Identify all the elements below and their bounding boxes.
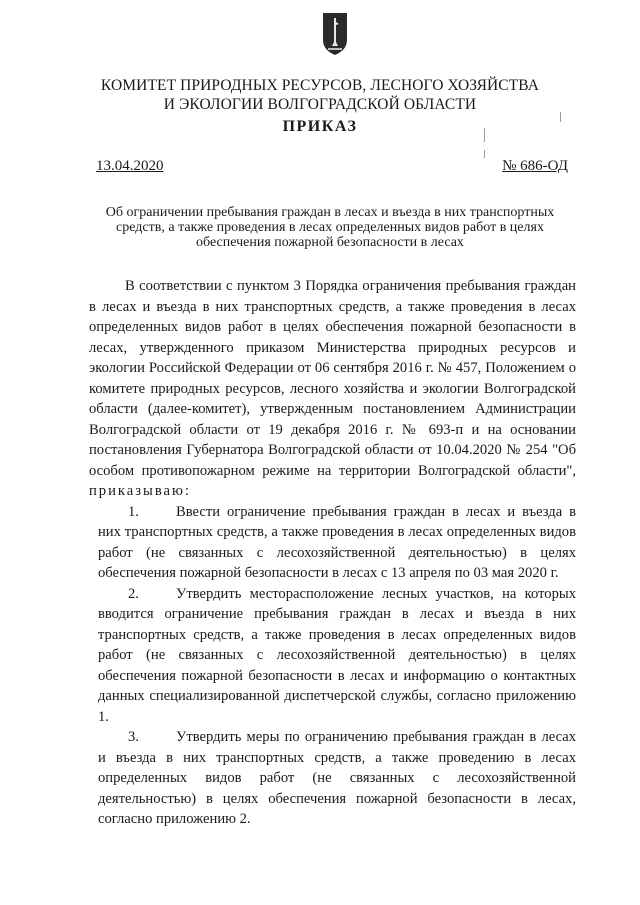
committee-name-line1: КОМИТЕТ ПРИРОДНЫХ РЕСУРСОВ, ЛЕСНОГО ХОЗЯЙСТВА [100, 77, 540, 94]
committee-name-line2: И ЭКОЛОГИИ ВОЛГОГРАДСКОЙ ОБЛАСТИ [163, 96, 477, 113]
document-number: № 686-ОД [502, 158, 568, 174]
order-word: приказываю: [89, 483, 191, 499]
item-number: 3. [128, 729, 139, 745]
preamble-paragraph [89, 276, 576, 502]
item-number: 2. [128, 585, 139, 602]
document-subject: Об ограничении пребывания граждан в лесах и въезда в них транспортных средств, а также проведения в лесах определенных видов работ в целях обеспечения пожарной безопасности в лесах [105, 205, 555, 250]
scan-speck [560, 112, 561, 122]
document-date: 13.04.2020 [96, 158, 164, 174]
list-item [89, 502, 576, 584]
item-text: Утвердить меры по ограничению пребывания граждан в лесах и въезда в них транспортных средств, а также проведению в лесах определенных видов работ (не связанных с лесохозяйственной деятельностью) в целях обеспечения пожарной безопасности в лесах, согласно приложению 2. [98, 729, 576, 827]
item-text: Ввести ограничение пребывания граждан в лесах и въезда в них транспортных средств, а также проведения в лесах определенных видов работ (не связанных с лесохозяйственной деятельностью) в целях обеспечения пожарной безопасности в лесах с 13 апреля по 03 мая 2020 г. [98, 503, 576, 581]
coat-of-arms-icon [322, 12, 348, 56]
preamble-text: В соответствии с пунктом 3 Порядка ограничения пребывания граждан в лесах и въезда в них транспортных средств, а также проведения в лесах определенных видов работ в целях обеспечения пожарной безопасности в лесах, утвержденного приказом Министерства природных ресурсов и экологии Российской Федерации от 06 сентября 2016 г. № 457, Положением о комитете природных ресурсов, лесного хозяйства и экологии Волгоградской области (далее-комитет), утвержденным постановлением Администрации Волгоградской области от 19 декабря 2016 г. № 693-п и на основании постановления Губернатора Волгоградской области от 10.04.2020 № 254 "Об особом противопожарном режиме на территории Волгоградской области", [89, 278, 576, 479]
list-item [89, 584, 576, 728]
scan-speck [484, 150, 485, 158]
item-number: 1. [128, 503, 139, 520]
list-item [89, 727, 576, 830]
document-type-title: ПРИКАЗ [282, 118, 358, 135]
scan-speck [484, 128, 485, 142]
item-text: Утвердить месторасположение лесных участков, на которых вводится ограничение пребывания граждан в лесах и въезда в них транспортных средств, а также проведения в лесах определенных видов работ (не связанных с лесохозяйственной деятельностью) в целях обеспечения пожарной безопасности в лесах и информацию о контактных данных специализированной диспетчерской службы, согласно приложению 1. [98, 585, 576, 725]
document-body [89, 276, 576, 830]
